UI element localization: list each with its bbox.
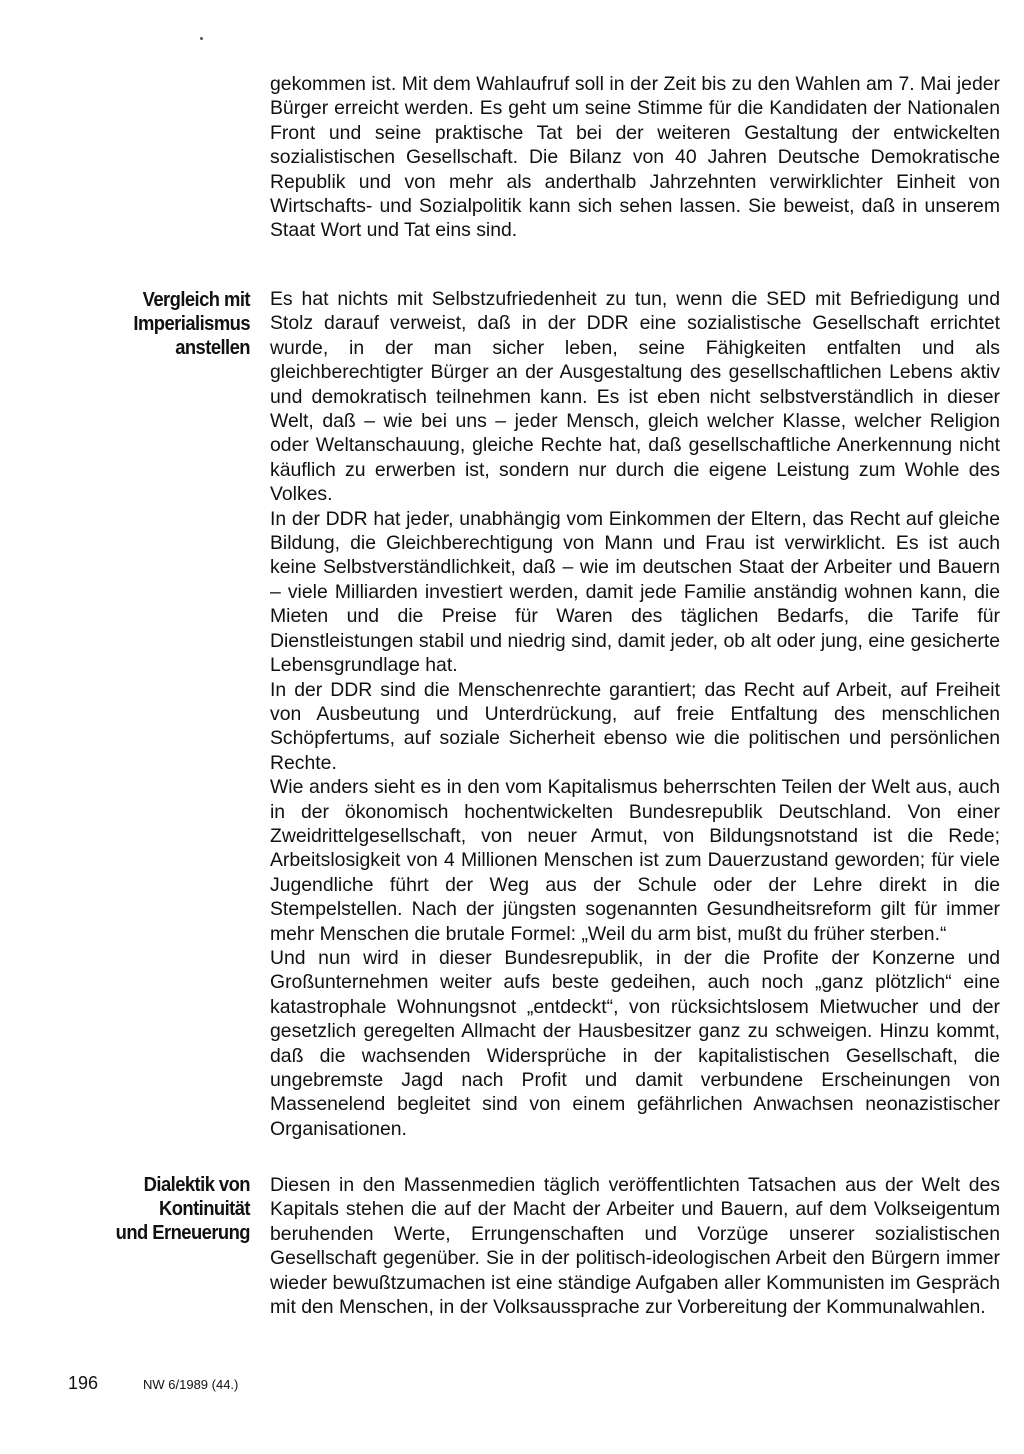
body-paragraph: Und nun wird in dieser Bundesrepublik, in der die Profite der Konzerne und Großunternehmen weiter aufs beste gedeihen, auch noch „ganz plötzlich“ eine katastrophale Wohnungsnot „entdeckt“, von rücksichtslosem Mietwucher und der gesetzlich geregelten Allmacht der Hausbesitzer ganz zu schweigen. Hinzu kommt, daß die wachsenden Widersprüche in der kapitalistischen Gesellschaft, die ungebremste Jagd nach Profit und damit verbundene Erscheinungen von Massenelend begleitet sind von einem gefährlichen Anwachsen neonazistischer Organisationen.: [270, 946, 1000, 1140]
body-paragraph: Es hat nichts mit Selbstzufriedenheit zu tun, wenn die SED mit Befriedigung und Stolz darauf verweist, daß in der DDR eine sozialistische Gesellschaft errichtet wurde, in der man sicher leben, seine Fähigkeiten entfalten und als gleichberechtigter Bürger an der Ausgestaltung des gesellschaftlichen Lebens aktiv und demokratisch teilnehmen kann. Es ist eben nicht selbstverständlich in dieser Welt, daß – wie bei uns – jeder Mensch, gleich welcher Klasse, welcher Religion oder Weltanschauung, gleiche Rechte hat, daß gesellschaftliche Anerkennung nicht käuflich zu erwerben ist, sondern nur durch die eigene Leistung zum Wohle des Volkes.: [270, 288, 1000, 506]
heading-line: anstellen: [175, 337, 250, 359]
body-paragraph: In der DDR sind die Menschenrechte garantiert; das Recht auf Arbeit, auf Freiheit von Ausbeutung und Unterdrückung, auf freie Entfaltung des menschlichen Schöpfertums, auf soziale Sicherheit ebenso wie die politischen und persönlichen Rechte.: [270, 678, 1000, 774]
heading-line: Dialektik von: [143, 1174, 250, 1196]
section1-text-block: [270, 287, 1000, 1141]
heading-line: und Erneuerung: [115, 1222, 250, 1244]
journal-reference: NW 6/1989 (44.): [143, 1377, 239, 1392]
body-paragraph: In der DDR hat jeder, unabhängig vom Einkommen der Eltern, das Recht auf gleiche Bildung, die Gleichberechtigung von Mann und Frau ist verwirklicht. Es ist auch keine Selbstverständlichkeit, daß – wie im deutschen Staat der Arbeiter und Bauern – viele Milliarden investiert werden, damit jede Familie anständig wohnen kann, die Mieten und die Preise für Waren des täglichen Bedarfs, die Tarife für Dienstleistungen stabil und niedrig sind, damit jeder, ob alt oder jung, eine gesicherte Lebensgrundlage hat.: [270, 507, 1000, 677]
side-heading-vergleich: [66, 288, 250, 360]
body-paragraph: Wie anders sieht es in den vom Kapitalismus beherrschten Teilen der Welt aus, auch in der ökonomisch hochentwickelten Bundesrepublik Deutschland. Von einer Zweidrittelgesellschaft, von neuer Armut, von Bildungsnotstand ist die Rede; Arbeitslosigkeit von 4 Millionen Menschen ist zum Dauerzustand geworden; für viele Jugendliche führt der Weg aus der Schule oder der Lehre direkt in die Stempelstellen. Nach der jüngsten sogenannten Gesundheitsreform gilt für immer mehr Menschen die brutale Formel: „Weil du arm bist, mußt du früher sterben.“: [270, 776, 1000, 945]
page-number: 196: [68, 1373, 99, 1393]
heading-line: Kontinuität: [158, 1198, 250, 1220]
body-paragraph: Diesen in den Massenmedien täglich veröffentlichten Tatsachen aus der Welt des Kapitals stehen die auf der Macht der Arbeiter und Bauern, auf dem Volkseigentum beruhenden Werte, Errungenschaften und Vorzüge unserer sozialistischen Gesellschaft gegenüber. Sie in der politisch-ideologischen Arbeit den Bürgern immer wieder bewußtzumachen ist eine ständige Aufgaben aller Kommunisten im Gespräch mit den Menschen, in der Volksaussprache zur Vorbereitung der Kommunalwahlen.: [270, 1174, 1000, 1319]
intro-paragraph: gekommen ist. Mit dem Wahlaufruf soll in der Zeit bis zu den Wahlen am 7. Mai jeder Bürger erreicht werden. Es geht um seine Stimme für die Kandidaten der Nationalen Front und seine praktische Tat bei der weiteren Gestaltung der entwickelten sozialistischen Gesellschaft. Die Bilanz von 40 Jahren Deutsche Demokratische Republik und von mehr als anderthalb Jahrzehnten verwirklichter Einheit von Wirtschafts- und Sozialpolitik kann sich sehen lassen. Sie beweist, daß in unserem Staat Wort und Tat eins sind.: [270, 73, 1000, 242]
intro-text-block: [270, 72, 1000, 243]
side-heading-dialektik: [66, 1173, 250, 1245]
heading-line: Imperialismus: [133, 313, 250, 335]
print-speck: [200, 37, 203, 40]
heading-line: Vergleich mit: [142, 289, 250, 311]
section2-text-block: [270, 1173, 1000, 1319]
